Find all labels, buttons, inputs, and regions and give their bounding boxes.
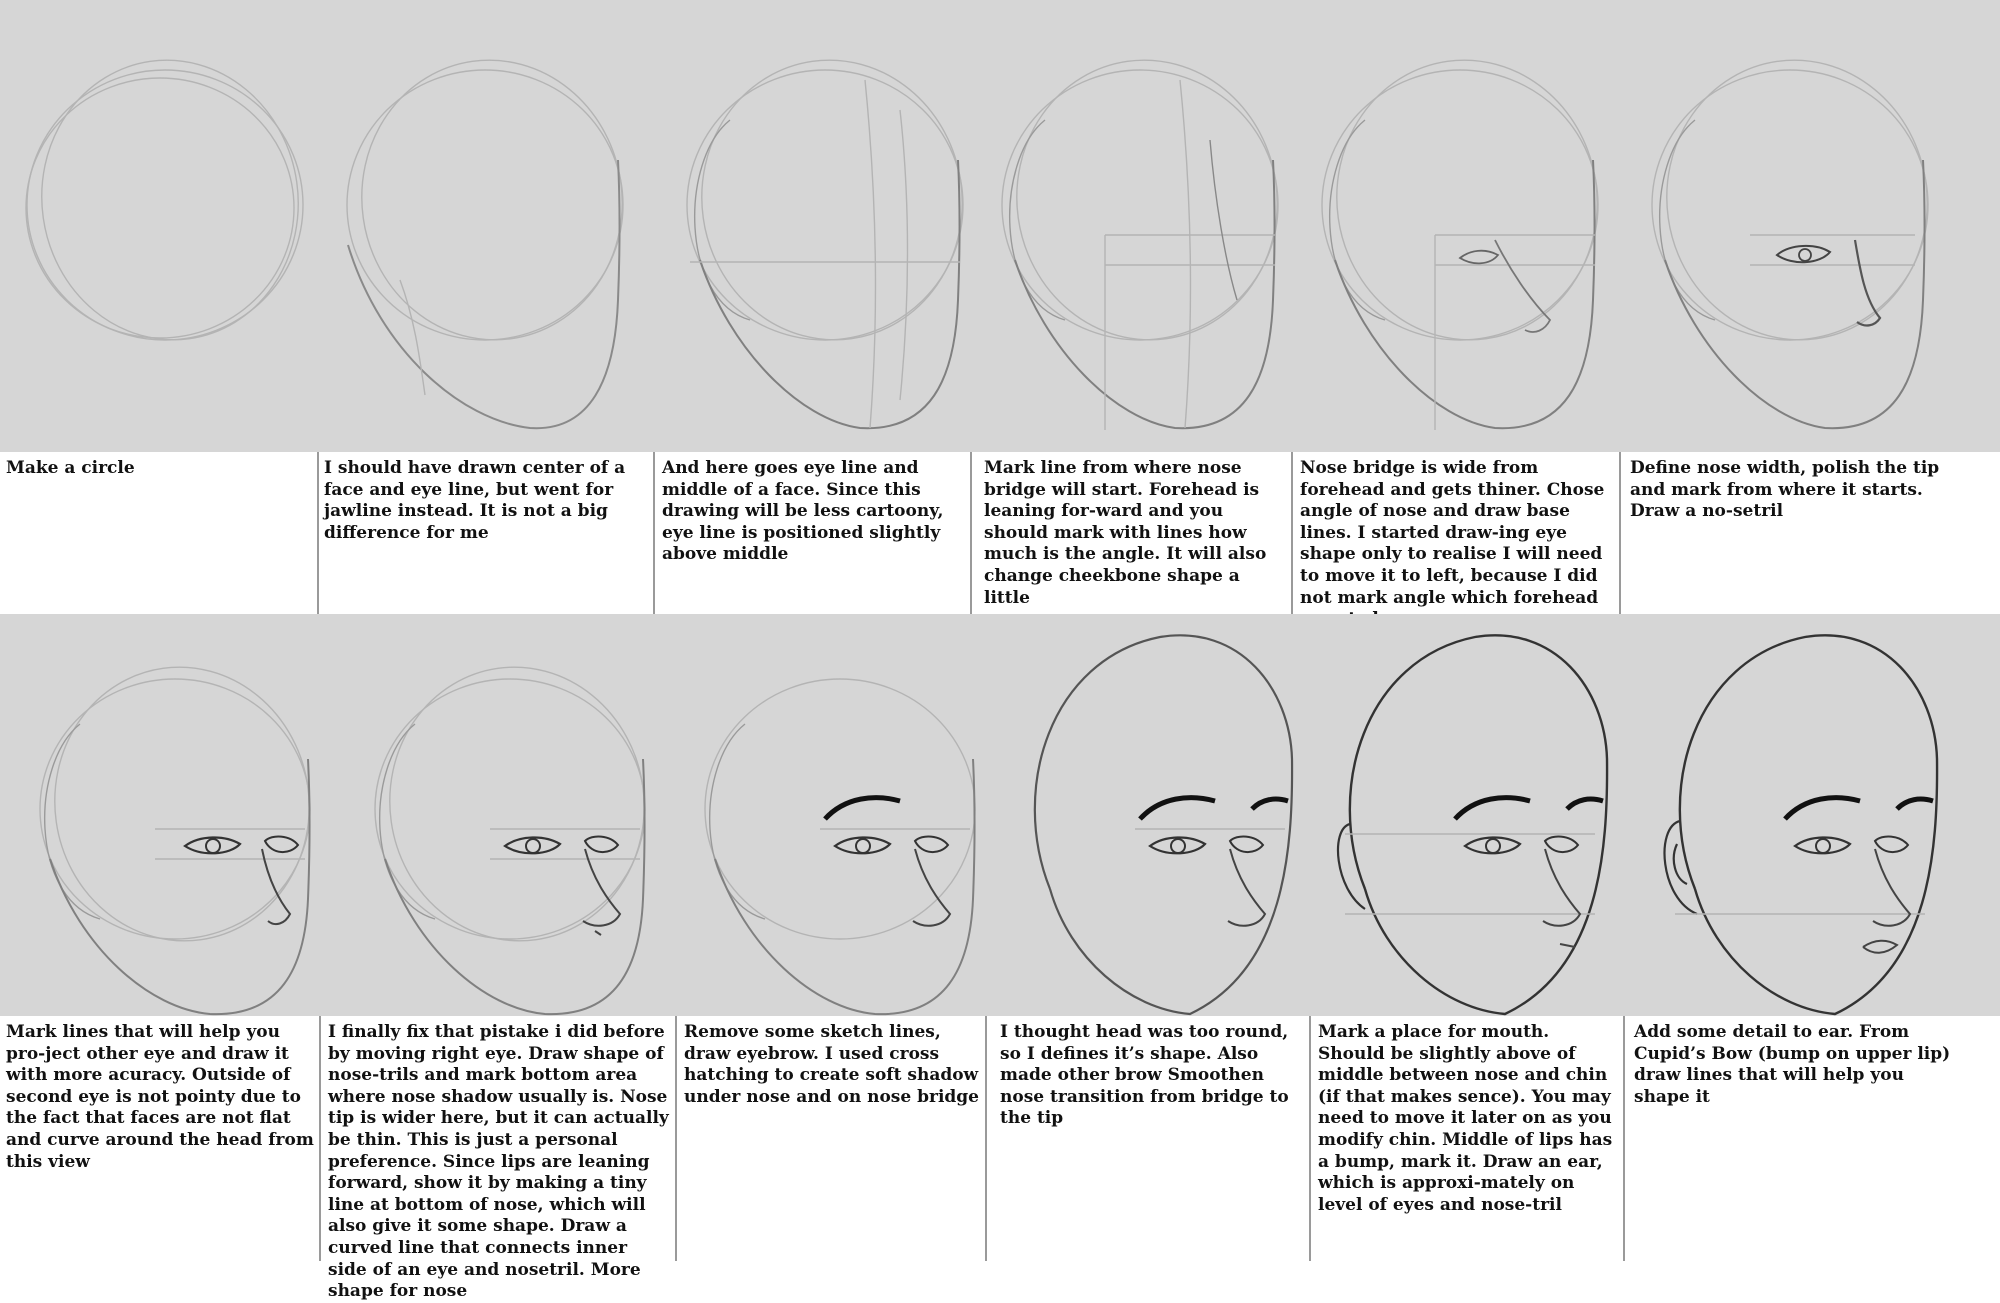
step-9-caption: Remove some sketch lines, draw eyebrow. I used cross hatching to create soft shadow under nose and on nose bridge xyxy=(684,1022,979,1107)
step-4-nosebridge-sketch xyxy=(999,43,1295,430)
step-6-caption: Define nose width, polish the tip and mark from where it starts. Draw a no-setril xyxy=(1630,458,1940,522)
divider xyxy=(985,1016,987,1261)
step-10-caption: I thought head was too round, so I defines it’s shape. Also made other brow Smoothen nose transition from bridge to the tip xyxy=(1000,1022,1289,1129)
step-11-ear-mouth-sketch xyxy=(1338,635,1607,1014)
sketch-row-top xyxy=(0,0,2000,452)
divider xyxy=(319,1016,321,1261)
step-4-caption: Mark line from where nose bridge will start. Forehead is leaning for-ward and you should mark with lines how much is the angle. It will also change cheekbone shape a little xyxy=(984,458,1267,608)
step-3-caption: And here goes eye line and middle of a face. Since this drawing will be less cartoony, eye line is positioned slightly above middle xyxy=(662,458,944,565)
divider xyxy=(1619,452,1621,614)
divider xyxy=(1623,1016,1625,1261)
step-7-caption: Mark lines that will help you pro-ject other eye and draw it with more acuracy. Outside of second eye is not pointy due to the fact that faces are not flat and curve around the head from this view xyxy=(6,1022,314,1172)
step-5-nose-eye-sketch xyxy=(1319,43,1615,430)
step-10-other-brow-sketch xyxy=(1035,635,1292,1014)
step-1-circle-sketch xyxy=(24,44,316,357)
divider xyxy=(1309,1016,1311,1261)
step-3-eyeline-sketch xyxy=(684,43,980,428)
step-8-nostril-sketch xyxy=(372,651,662,1014)
step-9-eyebrow-sketch xyxy=(705,679,975,1014)
divider xyxy=(1291,452,1293,614)
step-8-caption: I finally fix that pistake i did before by moving right eye. Draw shape of nose-trils and mark bottom area where nose shadow usually is. Nose tip is wider here, but it can actually be thin. This is just a personal preference. Since lips are leaning forward, show it by making a tiny line at bottom of nose, which will also give it some shape. Draw a curved line that connects inner side of an eye and nosetril. More shape for nose xyxy=(328,1022,669,1302)
step-7-second-eye-sketch xyxy=(37,651,327,1014)
divider xyxy=(970,452,972,614)
step-11-caption: Mark a place for mouth. Should be slightly above of middle between nose and chin (if that makes sence). You may need to move it later on as you modify chin. Middle of lips has a bump, mark it. Draw an ear, which is approxi-mately on level of eyes and nose-tril xyxy=(1318,1022,1613,1215)
divider xyxy=(675,1016,677,1261)
step-2-jawline-sketch xyxy=(344,43,640,428)
step-6-nose-tip-sketch xyxy=(1649,43,1945,428)
step-2-caption: I should have drawn center of a face and eye line, but went for jawline instead. It is not a big difference for me xyxy=(324,458,626,543)
step-12-lips-sketch xyxy=(1665,635,1938,1014)
step-12-caption: Add some detail to ear. From Cupid’s Bow (bump on upper lip) draw lines that will help you shape it xyxy=(1634,1022,1951,1107)
divider xyxy=(653,452,655,614)
step-1-caption: Make a circle xyxy=(6,458,135,478)
step-5-caption: Nose bridge is wide from forehead and gets thiner. Chose angle of nose and draw base lines. I started draw-ing eye shape only to realise I will need to move it to left, because I did not mark angle which forehead xyxy=(1300,458,1605,608)
sketch-row-bottom xyxy=(0,614,2000,1016)
